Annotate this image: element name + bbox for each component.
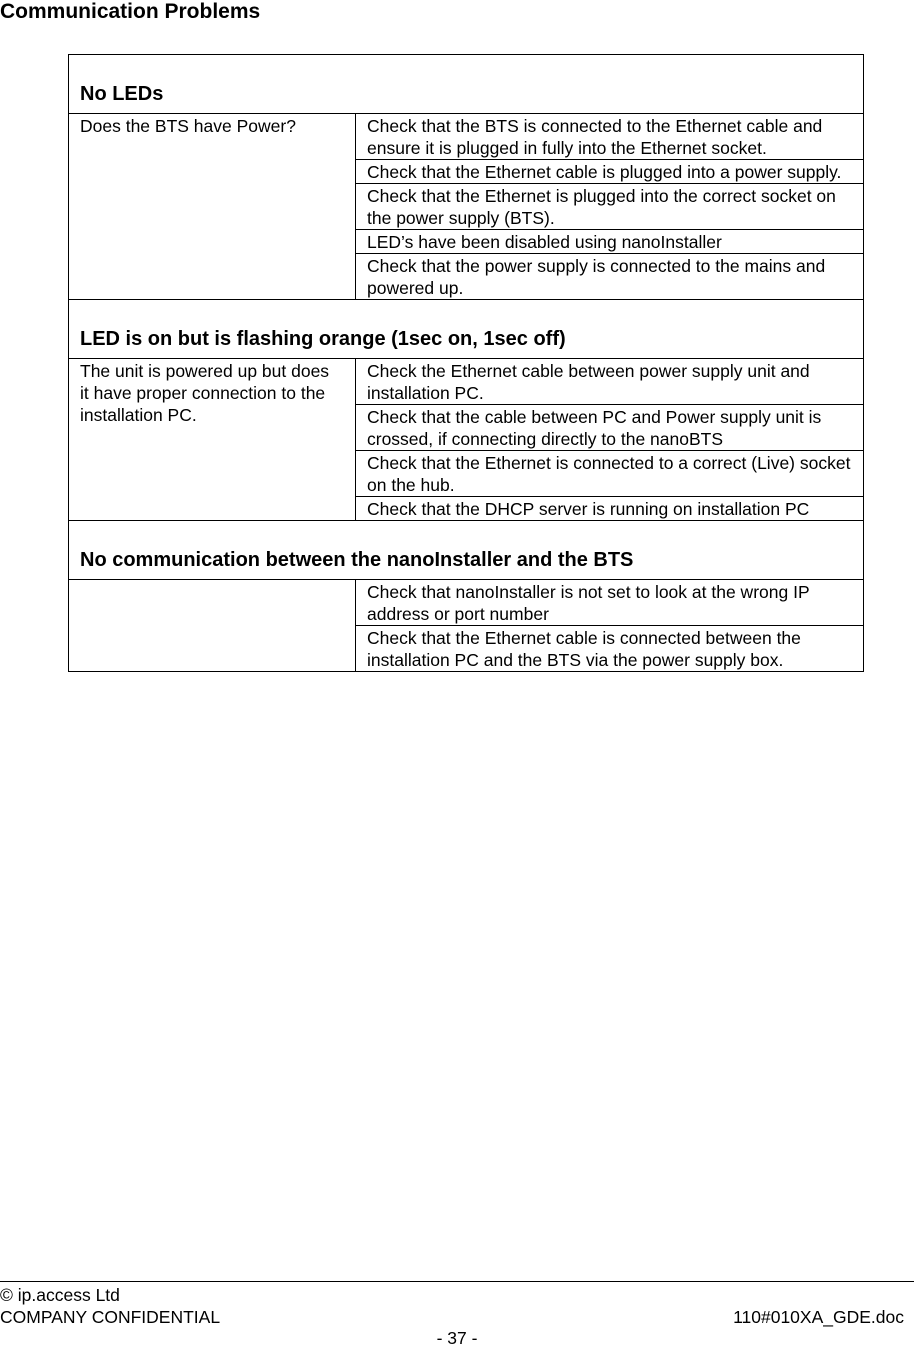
problem-cell: Does the BTS have Power? — [69, 114, 356, 300]
section-heading-row — [69, 521, 864, 580]
footer-page-number: - 37 - — [436, 1328, 478, 1348]
section-heading-row — [69, 300, 864, 359]
section-heading-row — [69, 55, 864, 114]
troubleshooting-table — [68, 54, 864, 672]
table-row — [69, 580, 864, 626]
solution-cell: Check the Ethernet cable between power supply unit and installation PC. — [356, 359, 864, 405]
section-heading: LED is on but is flashing orange (1sec on, 1sec off) — [69, 300, 864, 359]
page-title: Communication Problems — [0, 0, 261, 23]
solution-cell: LED’s have been disabled using nanoInstaller — [356, 230, 864, 254]
footer-copyright: © ip.access Ltd — [0, 1285, 120, 1305]
problem-cell: The unit is powered up but does it have proper connection to the installation PC. — [69, 359, 356, 521]
solution-cell: Check that the Ethernet cable is connected between the installation PC and the BTS via the power supply box. — [356, 626, 864, 672]
solution-cell: Check that the DHCP server is running on installation PC — [356, 497, 864, 521]
footer-confidentiality: COMPANY CONFIDENTIAL — [0, 1307, 221, 1327]
solution-cell: Check that the Ethernet is plugged into the correct socket on the power supply (BTS). — [356, 184, 864, 230]
section-heading: No communication between the nanoInstaller and the BTS — [69, 521, 864, 580]
table-row — [69, 359, 864, 405]
solution-cell: Check that the cable between PC and Power supply unit is crossed, if connecting directly to the nanoBTS — [356, 405, 864, 451]
solution-cell: Check that the BTS is connected to the Ethernet cable and ensure it is plugged in fully into the Ethernet socket. — [356, 114, 864, 160]
footer-divider — [0, 1281, 914, 1282]
solution-cell: Check that nanoInstaller is not set to look at the wrong IP address or port number — [356, 580, 864, 626]
table-row — [69, 114, 864, 160]
footer-doc-id: 110#010XA_GDE.doc — [733, 1307, 904, 1327]
solution-cell: Check that the Ethernet cable is plugged into a power supply. — [356, 160, 864, 184]
problem-cell — [69, 580, 356, 672]
solution-cell: Check that the Ethernet is connected to a correct (Live) socket on the hub. — [356, 451, 864, 497]
section-heading: No LEDs — [69, 55, 864, 114]
solution-cell: Check that the power supply is connected to the mains and powered up. — [356, 254, 864, 300]
